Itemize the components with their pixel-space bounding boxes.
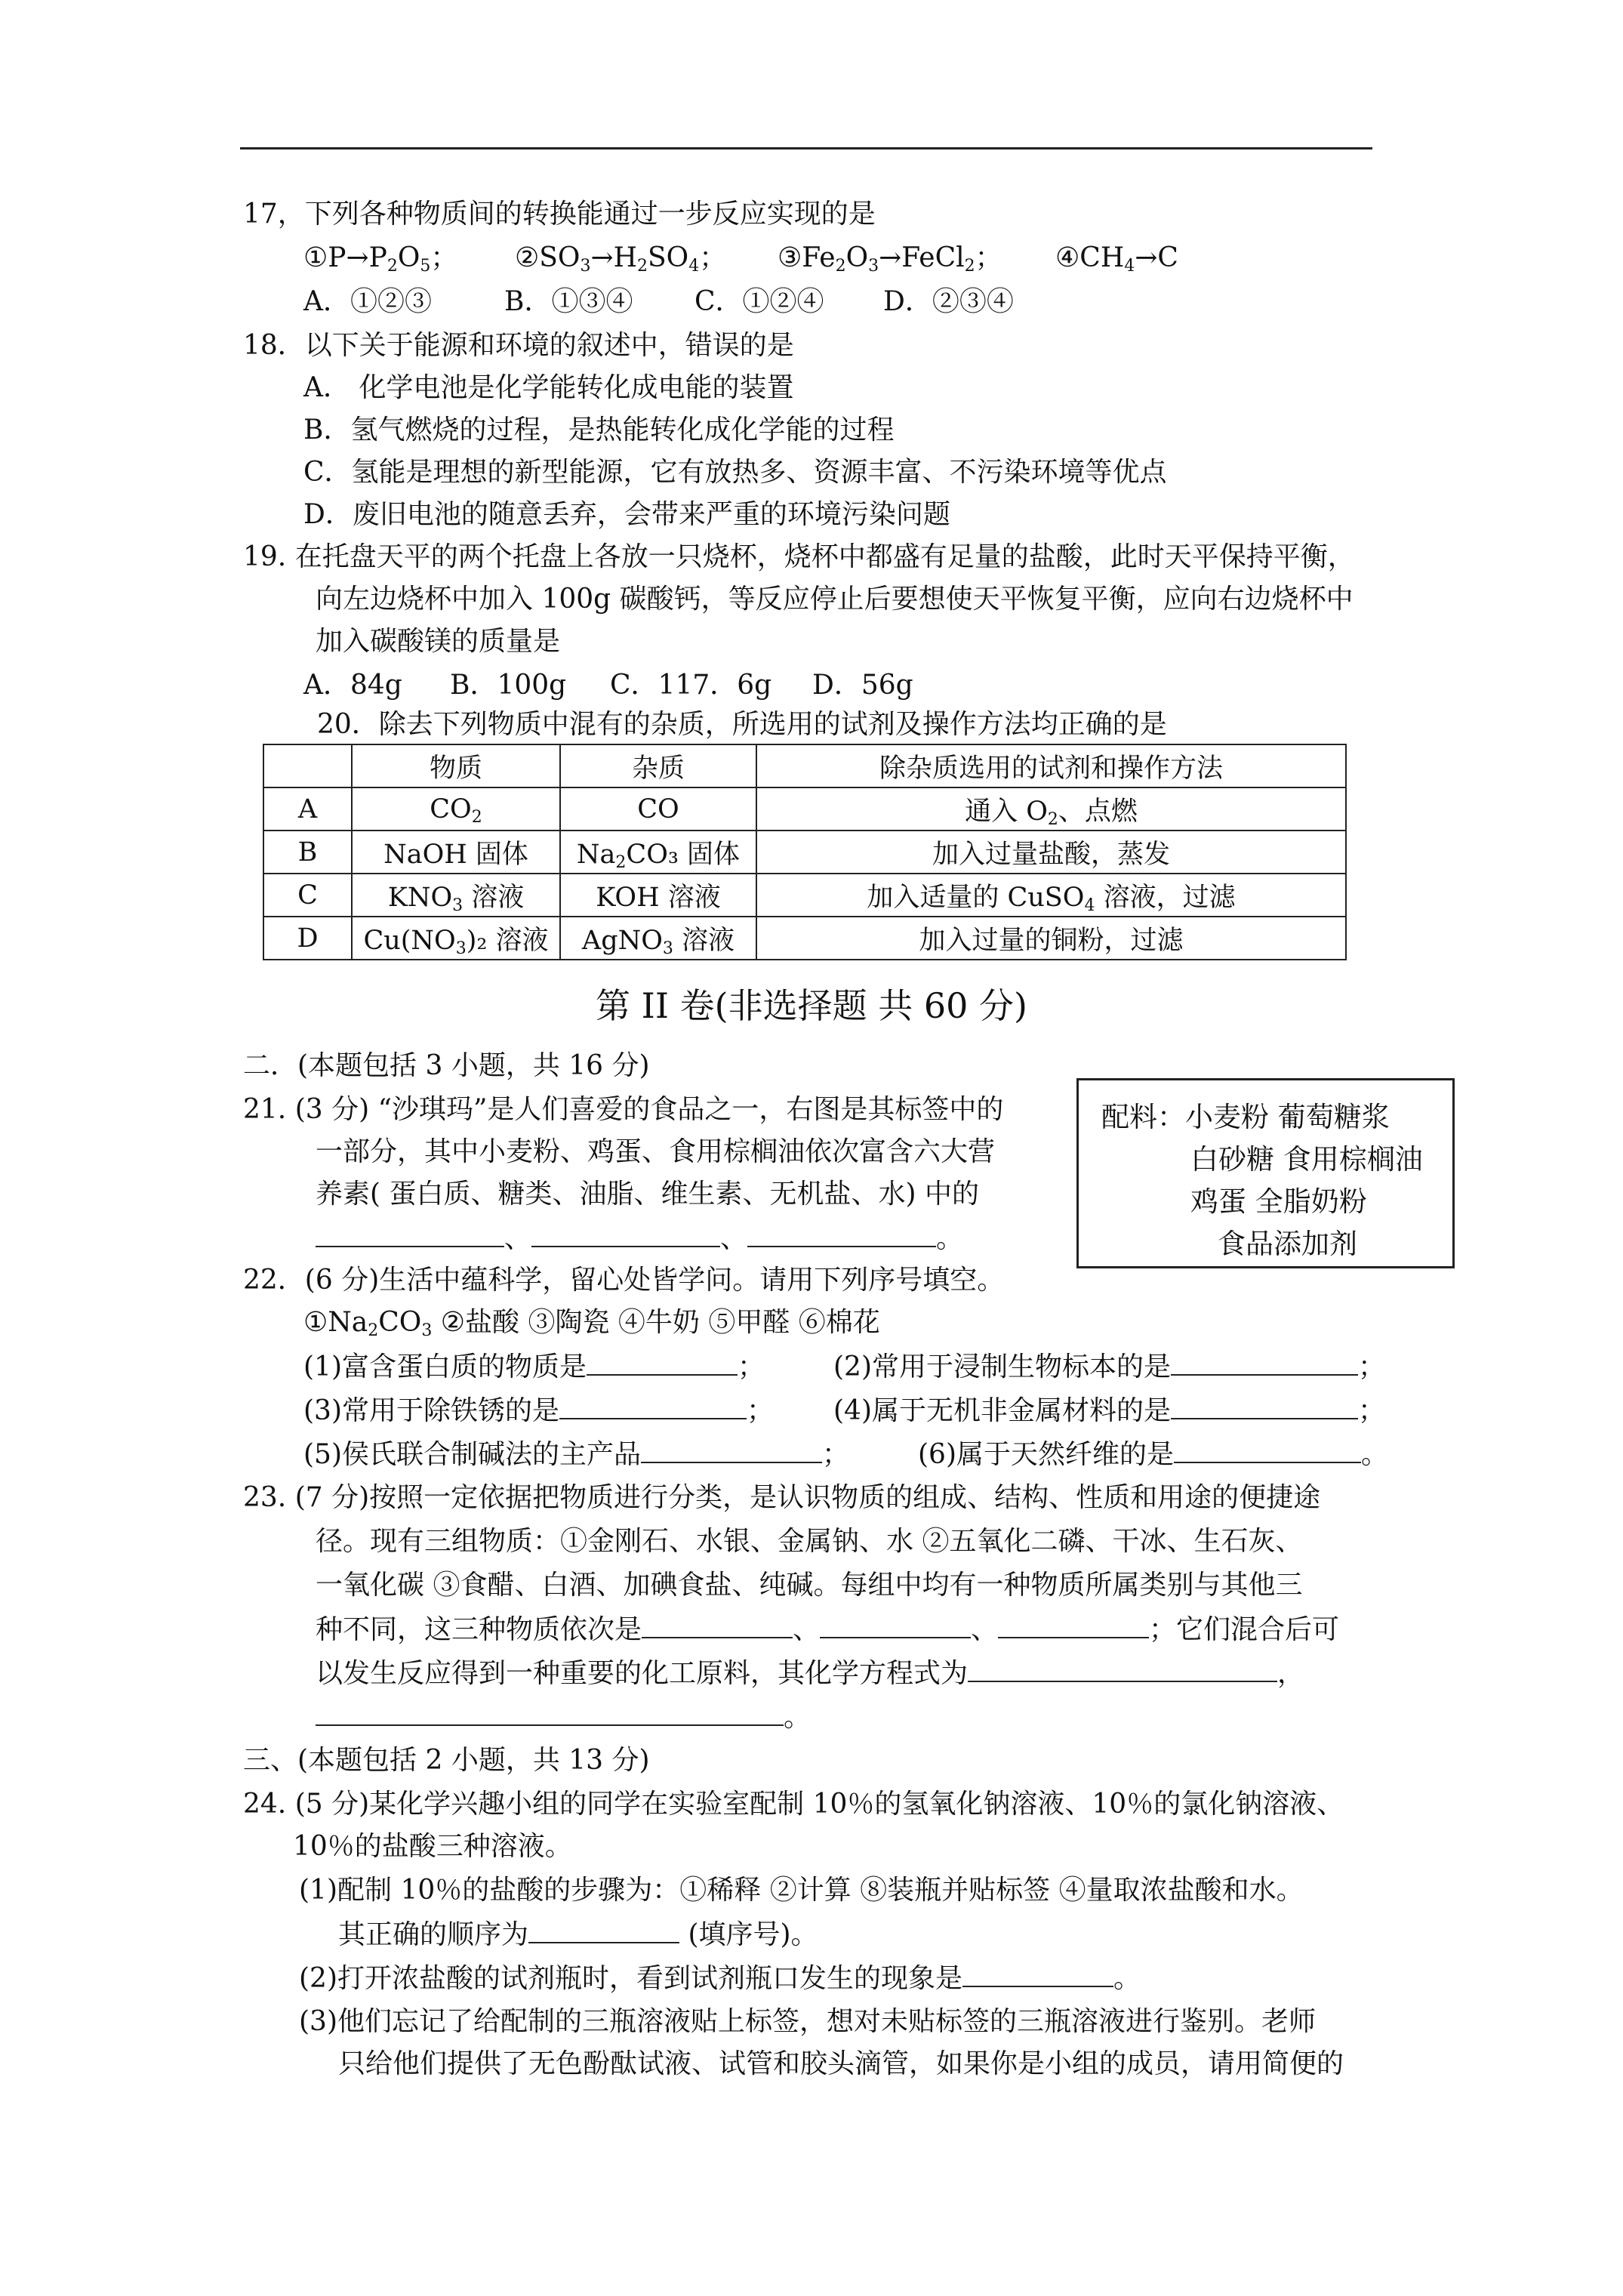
q23-line-1: 23. (7 分)按照一定依据把物质进行分类，是认识物质的组成、结构、性质和用途的便捷途 (243, 1482, 1321, 1513)
q23-line-3: 一氧化碳 ③食醋、白酒、加碘食盐、纯碱。每组中均有一种物质所属类别与其他三 (316, 1570, 1303, 1601)
section-2-heading: 二．(本题包括 3 小题，共 16 分) (243, 1050, 650, 1081)
q22-question-5: (5)侯氏联合制碱法的主产品 ； (303, 1436, 849, 1473)
table-header-cell: 杂质 (560, 744, 756, 787)
q17-option-b: B．①③④ (504, 286, 633, 317)
q19-option-b: B．100g (450, 670, 567, 701)
q19-line-3: 加入碳酸镁的质量是 (316, 626, 561, 657)
q22-question-3: (3)常用于除铁锈的是 ； (303, 1392, 774, 1429)
q17-option-a: A．①②③ (303, 286, 432, 317)
impurity-cell: AgNO$_3$ 溶液 (560, 917, 756, 960)
q23-line-6: 。 (316, 1699, 811, 1736)
q19-option-a: A．84g (303, 670, 402, 701)
table-header-cell (263, 744, 352, 787)
answer-blank[interactable] (316, 1220, 504, 1247)
answer-blank[interactable] (1171, 1392, 1358, 1419)
q17-item-4: $④CH_4\to C$ (1055, 242, 1178, 276)
part-2-title: 第 II 卷(非选择题 共 60 分) (596, 985, 1027, 1026)
answer-blank[interactable] (968, 1655, 1277, 1682)
impurity-cell: $Na_2CO_3$ 固体 (560, 831, 756, 874)
q22-stem: 22．(6 分)生活中蕴科学，留心处皆学问。请用下列序号填空。 (243, 1265, 1005, 1296)
q21-line-3: 养素( 蛋白质、糖类、油脂、维生素、无机盐、水) 中的 (316, 1179, 979, 1210)
row-label: C (263, 874, 352, 917)
row-label: B (263, 831, 352, 874)
table-row (263, 917, 1346, 960)
method-cell: 通入 $O_2$、点燃 (756, 787, 1346, 831)
q19-option-d: D．56g (812, 670, 913, 701)
answer-blank[interactable] (642, 1611, 793, 1638)
header-rule (240, 147, 1372, 149)
q24-part-2: (2)打开浓盐酸的试剂瓶时，看到试剂瓶口发生的现象是 。 (299, 1960, 1141, 1997)
answer-blank[interactable] (559, 1392, 747, 1419)
q20-stem: 20．除去下列物质中混有的杂质，所选用的试剂及操作方法均正确的是 (317, 709, 1167, 740)
impurity-cell: CO (560, 787, 756, 831)
answer-blank[interactable] (1171, 1348, 1358, 1376)
q18-option-c: C．氢能是理想的新型能源，它有放热多、资源丰富、不污染环境等优点 (303, 457, 1167, 488)
q19-line-1: 19. 在托盘天平的两个托盘上各放一只烧杯，烧杯中都盛有足量的盐酸，此时天平保持平衡， (243, 541, 1355, 572)
q18-option-b: B．氢气燃烧的过程，是热能转化成化学能的过程 (303, 415, 895, 445)
ingredient-line: 白砂糖 食用棕榈油 (1190, 1143, 1423, 1176)
ingredient-line: 鸡蛋 全脂奶粉 (1190, 1185, 1367, 1218)
table-header-row (263, 744, 1346, 787)
q21-line-1: 21. (3 分) “沙琪玛”是人们喜爱的食品之一，右图是其标签中的 (243, 1094, 1004, 1125)
q23-line-4: 种不同，这三种物质依次是 、 、 ；它们混合后可 (316, 1611, 1339, 1648)
answer-blank[interactable] (528, 1916, 679, 1943)
answer-blank[interactable] (587, 1348, 738, 1376)
q22-question-6: (6)属于天然纤维的是 。 (918, 1436, 1388, 1473)
substance-cell: $Cu(NO_3)_2$ 溶液 (352, 917, 560, 960)
q22-question-4: (4)属于无机非金属材料的是 ； (833, 1392, 1385, 1429)
q17-option-d: D．②③④ (883, 286, 1014, 317)
q22-items: $①Na_2CO_3$ ②盐酸 ③陶瓷 ④牛奶 ⑤甲醛 ⑥棉花 (303, 1307, 880, 1340)
q17-stem: 17，下列各种物质间的转换能通过一步反应实现的是 (243, 199, 876, 230)
q21-answer-line: 、 、 。 (316, 1220, 963, 1257)
table-row (263, 787, 1346, 831)
q22-question-2: (2)常用于浸制生物标本的是 ； (833, 1348, 1385, 1385)
q17-item-3: $③Fe_2O_3\to FeCl_2$； (778, 242, 1002, 276)
q24-part-1: (1)配制 10％的盐酸的步骤为：①稀释 ②计算 ⑧装瓶并贴标签 ④量取浓盐酸和水。 (299, 1875, 1304, 1906)
q18-stem: 18．以下关于能源和环境的叙述中，错误的是 (243, 330, 794, 361)
table-header-cell: 除杂质选用的试剂和操作方法 (756, 744, 1346, 787)
ingredient-label-box (1076, 1078, 1455, 1268)
answer-blank[interactable] (962, 1960, 1113, 1987)
q18-option-a: A． 化学电池是化学能转化成电能的装置 (303, 372, 794, 403)
answer-blank[interactable] (820, 1611, 971, 1638)
method-cell: 加入适量的 CuSO$_4$ 溶液，过滤 (756, 874, 1346, 917)
row-label: D (263, 917, 352, 960)
method-cell: 加入过量盐酸，蒸发 (756, 831, 1346, 874)
q17-item-1: $①P\to P_2O_5$； (303, 242, 458, 276)
q18-option-d: D．废旧电池的随意丢弃，会带来严重的环境污染问题 (303, 499, 950, 530)
answer-blank[interactable] (531, 1220, 720, 1247)
answer-blank[interactable] (747, 1220, 936, 1247)
q17-item-2: $②SO_3\to H_2SO_4$； (515, 242, 727, 276)
method-cell: 加入过量的铜粉，过滤 (756, 917, 1346, 960)
row-label: A (263, 787, 352, 831)
substance-cell: NaOH 固体 (352, 831, 560, 874)
table-row (263, 831, 1346, 874)
q24-line-2: 10％的盐酸三种溶液。 (293, 1831, 572, 1862)
ingredient-line: 食品添加剂 (1218, 1228, 1357, 1260)
q23-line-2: 径。现有三组物质：①金刚石、水银、金属钠、水 ②五氧化二磷、干冰、生石灰、 (316, 1526, 1303, 1557)
answer-blank[interactable] (998, 1611, 1149, 1638)
q24-part-3: (3)他们忘记了给配制的三瓶溶液贴上标签，想对未贴标签的三瓶溶液进行鉴别。老师 (299, 2006, 1316, 2037)
q23-line-5: 以发生反应得到一种重要的化工原料，其化学方程式为 ， (316, 1655, 1304, 1692)
ingredient-line: 配料：小麦粉 葡萄糖浆 (1101, 1101, 1390, 1133)
answer-blank[interactable] (641, 1436, 822, 1463)
q17-option-c: C．①②④ (694, 286, 824, 317)
answer-blank[interactable] (316, 1699, 784, 1726)
q24-part-3-cont: 只给他们提供了无色酚酞试液、试管和胶头滴管，如果你是小组的成员，请用简便的 (338, 2048, 1344, 2079)
q22-question-1: (1)富含蛋白质的物质是 ； (303, 1348, 765, 1385)
answer-blank[interactable] (1174, 1436, 1361, 1463)
table-row (263, 874, 1346, 917)
q21-line-2: 一部分，其中小麦粉、鸡蛋、食用棕榈油依次富含六大营 (316, 1136, 996, 1167)
table-header-cell: 物质 (352, 744, 560, 787)
q19-option-c: C．117．6g (610, 670, 772, 701)
section-3-heading: 三、(本题包括 2 小题，共 13 分) (243, 1745, 650, 1776)
substance-cell: $KNO_3$ 溶液 (352, 874, 560, 917)
q20-table (263, 744, 1347, 960)
q24-part-1-answer: 其正确的顺序为 (填序号)。 (338, 1916, 818, 1953)
substance-cell: $CO_2$ (352, 787, 560, 831)
q24-line-1: 24. (5 分)某化学兴趣小组的同学在实验室配制 10％的氢氧化钠溶液、10％的氯化钠溶液、 (243, 1789, 1344, 1820)
q19-line-2: 向左边烧杯中加入 100g 碳酸钙，等反应停止后要想使天平恢复平衡，应向右边烧杯中 (316, 584, 1354, 615)
impurity-cell: KOH 溶液 (560, 874, 756, 917)
